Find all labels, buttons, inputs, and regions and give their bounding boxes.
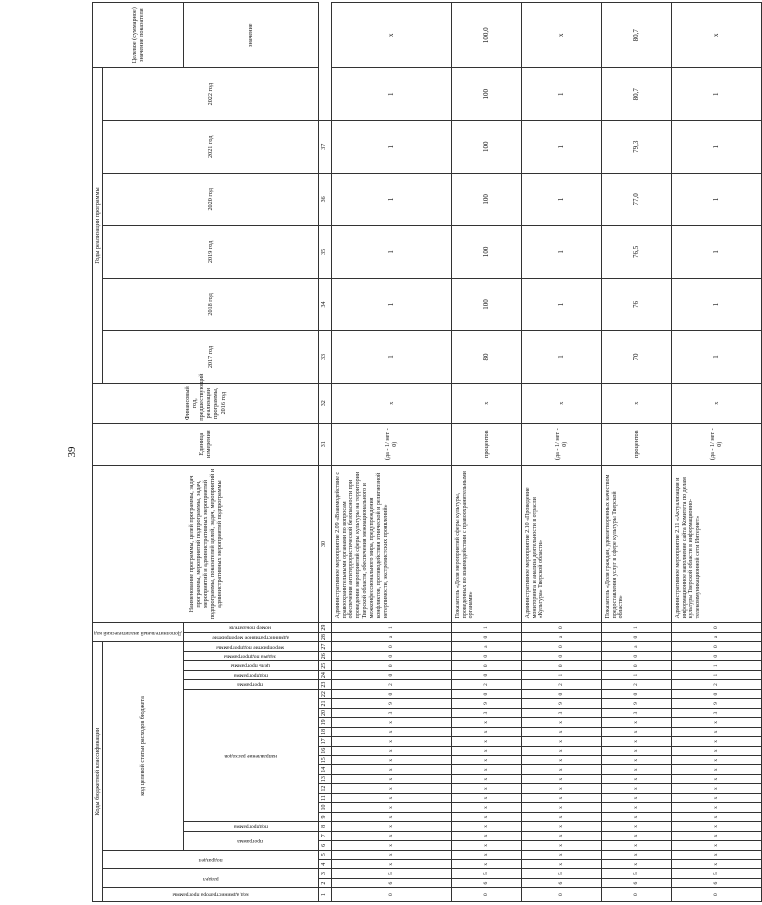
year-value-cell: 1 bbox=[671, 278, 761, 331]
unit-cell: (да - 1/ нет - 0) bbox=[521, 423, 601, 465]
code-cell: 1 bbox=[601, 670, 671, 679]
code-cell: х bbox=[601, 803, 671, 812]
year-value-cell: 1 bbox=[671, 121, 761, 174]
pokazatel-header: номер показателя bbox=[183, 623, 318, 632]
code-cell: 2 bbox=[521, 680, 601, 689]
code-cell: х bbox=[601, 822, 671, 831]
code-cell: х bbox=[451, 746, 521, 755]
code-cell: х bbox=[331, 765, 451, 774]
code-cell: 1 bbox=[601, 623, 671, 632]
column-number: 22 bbox=[318, 689, 331, 698]
year-value-cell: 76,5 bbox=[601, 226, 671, 279]
code-cell: х bbox=[601, 718, 671, 727]
code-cell: х bbox=[601, 746, 671, 755]
code-admin-header: код администратора программы bbox=[103, 888, 319, 902]
year-value-cell: 1 bbox=[521, 68, 601, 121]
year-2017-header: 2017 год bbox=[103, 331, 319, 384]
code-cell: х bbox=[451, 803, 521, 812]
year-value-cell: 100 bbox=[451, 278, 521, 331]
column-number: 10 bbox=[318, 803, 331, 812]
rotated-table-container bbox=[92, 2, 724, 902]
code-cell: х bbox=[671, 812, 761, 821]
column-number: 18 bbox=[318, 727, 331, 736]
code-cell: 0 bbox=[451, 689, 521, 698]
year-value-cell: 100 bbox=[451, 226, 521, 279]
code-cell: х bbox=[521, 727, 601, 736]
target-value-cell: 100,0 bbox=[451, 3, 521, 68]
code-cell: х bbox=[601, 850, 671, 859]
code-cell: х bbox=[601, 737, 671, 746]
column-number: 3 bbox=[318, 869, 331, 878]
code-cell: х bbox=[521, 803, 601, 812]
code-cell: 0 bbox=[521, 661, 601, 670]
code-cell: х bbox=[451, 784, 521, 793]
year-value-cell: 1 bbox=[521, 121, 601, 174]
column-number: 23 bbox=[318, 680, 331, 689]
code-cell: х bbox=[521, 841, 601, 850]
code-cell: 5 bbox=[671, 869, 761, 878]
fin-year-cell: х bbox=[671, 383, 761, 423]
code-cell: 0 bbox=[601, 661, 671, 670]
fin-year-cell: х bbox=[331, 383, 451, 423]
code-cell: 3 bbox=[601, 708, 671, 717]
code-cell: х bbox=[671, 822, 761, 831]
year-value-cell: 1 bbox=[331, 121, 451, 174]
code-cell: х bbox=[451, 841, 521, 850]
code-cell: 0 bbox=[451, 652, 521, 661]
code-cell: х bbox=[521, 793, 601, 802]
year-value-cell: 100 bbox=[451, 121, 521, 174]
code-cell: 3 bbox=[451, 708, 521, 717]
code-cell: а bbox=[521, 632, 601, 641]
code-cell: 5 bbox=[521, 869, 601, 878]
unit-cell: (да - 1/ нет - 0) bbox=[671, 423, 761, 465]
code-cell: х bbox=[331, 850, 451, 859]
code-cell: х bbox=[331, 822, 451, 831]
column-number: 31 bbox=[318, 423, 331, 465]
code-cell: 5 bbox=[331, 869, 451, 878]
column-number: 16 bbox=[318, 746, 331, 755]
code-cell: 1 bbox=[671, 661, 761, 670]
code-cell: х bbox=[601, 765, 671, 774]
code-cell: 0 bbox=[671, 652, 761, 661]
column-number: 27 bbox=[318, 642, 331, 652]
code-cell: 0 bbox=[451, 670, 521, 679]
podrazdel-header: подраздел bbox=[103, 850, 319, 869]
table-row bbox=[601, 3, 671, 902]
code-cell: х bbox=[601, 756, 671, 765]
column-number: 6 bbox=[318, 841, 331, 850]
year-2018-header: 2018 год bbox=[103, 278, 319, 331]
code-cell: х bbox=[671, 718, 761, 727]
year-value-cell: 1 bbox=[331, 331, 451, 384]
code-cell: х bbox=[521, 859, 601, 868]
code-cell: х bbox=[521, 756, 601, 765]
code-cell: х bbox=[601, 784, 671, 793]
years-group-header: Годы реализации программы bbox=[93, 68, 103, 383]
budget-classification-header: Коды бюджетной классификации bbox=[93, 642, 103, 902]
column-number-row bbox=[318, 3, 331, 902]
page-number: 39 bbox=[66, 446, 78, 458]
code-cell: 2 bbox=[331, 680, 451, 689]
code-cell: 0 bbox=[331, 689, 451, 698]
code-cell: х bbox=[671, 756, 761, 765]
column-number: 2 bbox=[318, 878, 331, 887]
column-number: 7 bbox=[318, 831, 331, 840]
code-cell: х bbox=[671, 774, 761, 783]
code-cell: х bbox=[521, 831, 601, 840]
code-cell: х bbox=[601, 774, 671, 783]
code-cell: х bbox=[521, 774, 601, 783]
column-number: 35 bbox=[318, 226, 331, 279]
year-value-cell: 1 bbox=[671, 173, 761, 226]
programma2-header: программа bbox=[183, 680, 318, 689]
code-cell: х bbox=[331, 727, 451, 736]
column-number: 19 bbox=[318, 718, 331, 727]
table-row bbox=[671, 3, 761, 902]
code-cell: х bbox=[331, 803, 451, 812]
description-cell: Показатель «Доля мероприятий сферы культуры, проведенных во взаимодействии с правоохранительными органами» bbox=[451, 465, 521, 623]
code-cell: х bbox=[671, 859, 761, 868]
name-column-header: Наименование программы, целей программы, задач программы, мероприятий подпрограммы, задач, мероприятий и административных мероприятий подпрограммы, показателей целей, задач, мероприятий и административных мероприятий подпрограммы bbox=[93, 465, 319, 623]
code-cell: а bbox=[671, 632, 761, 641]
additional-code-header: Дополнительный аналитический код bbox=[93, 623, 184, 642]
column-number: 8 bbox=[318, 822, 331, 831]
code-cell: 0 bbox=[521, 623, 601, 632]
zadacha-header: задача подпрограммы bbox=[183, 652, 318, 661]
program-table bbox=[92, 2, 762, 902]
column-number: 20 bbox=[318, 708, 331, 717]
code-cell: х bbox=[601, 859, 671, 868]
code-cell: 0 bbox=[601, 689, 671, 698]
code-cell: 0 bbox=[451, 888, 521, 902]
year-value-cell: 100 bbox=[451, 68, 521, 121]
year-value-cell: 1 bbox=[671, 68, 761, 121]
column-number: 28 bbox=[318, 632, 331, 641]
programma-header: программа bbox=[183, 831, 318, 850]
code-cell: х bbox=[671, 850, 761, 859]
code-cell: х bbox=[451, 831, 521, 840]
code-cell: 6 bbox=[671, 878, 761, 887]
code-cell: 0 bbox=[601, 632, 671, 641]
code-cell: х bbox=[521, 784, 601, 793]
cel-header: цель программы bbox=[183, 661, 318, 670]
code-cell: х bbox=[521, 765, 601, 774]
znachenie-header: значение bbox=[183, 3, 318, 68]
code-cell: 1 bbox=[331, 623, 451, 632]
code-cell: х bbox=[601, 812, 671, 821]
code-cell: 0 bbox=[671, 888, 761, 902]
year-value-cell: 1 bbox=[331, 173, 451, 226]
code-cell: х bbox=[521, 718, 601, 727]
code-cell: х bbox=[671, 841, 761, 850]
code-cell: х bbox=[601, 841, 671, 850]
code-cell: х bbox=[331, 718, 451, 727]
meropr-header: мероприятие подпрограммы bbox=[183, 642, 318, 652]
unit-column-header: Единица измерения bbox=[93, 423, 319, 465]
code-cell: х bbox=[331, 784, 451, 793]
target-value-header: Целевое (суммарное) значение показателя bbox=[93, 3, 184, 68]
year-2019-header: 2019 год bbox=[103, 226, 319, 279]
code-cell: х bbox=[671, 831, 761, 840]
code-cell: х bbox=[451, 737, 521, 746]
code-cell: 0 bbox=[331, 642, 451, 652]
column-number: 25 bbox=[318, 661, 331, 670]
unit-cell: процентов bbox=[601, 423, 671, 465]
code-cell: 6 bbox=[331, 878, 451, 887]
code-cell: 0 bbox=[601, 888, 671, 902]
code-cell: 6 bbox=[521, 878, 601, 887]
table-row bbox=[331, 3, 451, 902]
description-cell: Административное мероприятие 2.09 «Взаимодействие с правоохранительными органами по вопросам обеспечения антитеррористической безопасности при проведении мероприятий сферы культуры на территории Тверской области, обеспечения межнационального и межконфессионального мира, предупреждения конфликтов, противодействия этнической и религиозной нетерпимости, экстремистских проявлений» bbox=[331, 465, 451, 623]
code-cell: 0 bbox=[331, 888, 451, 902]
code-cell: х bbox=[331, 859, 451, 868]
column-number: 15 bbox=[318, 756, 331, 765]
column-number: 26 bbox=[318, 652, 331, 661]
year-value-cell: 77,0 bbox=[601, 173, 671, 226]
code-cell: 0 bbox=[671, 642, 761, 652]
code-cell: х bbox=[671, 746, 761, 755]
code-cell: х bbox=[671, 765, 761, 774]
code-cell: х bbox=[601, 793, 671, 802]
code-cell: 0 bbox=[521, 642, 601, 652]
target-value-cell: 80,7 bbox=[601, 3, 671, 68]
target-value-cell: х bbox=[331, 3, 451, 68]
column-number: 14 bbox=[318, 765, 331, 774]
razdel-header: раздел bbox=[103, 869, 319, 888]
admin-header: административное мероприятие bbox=[183, 632, 318, 641]
code-cell: х bbox=[331, 774, 451, 783]
code-cell: 3 bbox=[521, 708, 601, 717]
column-number: 29 bbox=[318, 623, 331, 632]
table-row bbox=[451, 3, 521, 902]
fin-year-header: Финансовый год, предшествующий реализации программы, 2016 год bbox=[93, 383, 319, 423]
code-cell: 6 bbox=[451, 878, 521, 887]
code-cell: 0 bbox=[331, 670, 451, 679]
code-cell: 5 bbox=[451, 869, 521, 878]
target-value-cell: х bbox=[521, 3, 601, 68]
column-number: 5 bbox=[318, 850, 331, 859]
code-cell: х bbox=[521, 746, 601, 755]
code-cell: х bbox=[451, 822, 521, 831]
column-number: 11 bbox=[318, 793, 331, 802]
code-cell: 2 bbox=[601, 680, 671, 689]
description-cell: Административное мероприятие 2.10 «Проведение мониторинга и анализа деятельности в отрасли «Культура» Тверской области» bbox=[521, 465, 601, 623]
code-cell: х bbox=[671, 784, 761, 793]
column-number: 36 bbox=[318, 173, 331, 226]
year-value-cell: 1 bbox=[671, 331, 761, 384]
code-cell: х bbox=[451, 727, 521, 736]
code-cell: х bbox=[521, 850, 601, 859]
code-cell: 2 bbox=[451, 680, 521, 689]
year-value-cell: 1 bbox=[521, 278, 601, 331]
code-cell: 9 bbox=[671, 699, 761, 708]
year-value-cell: 1 bbox=[331, 226, 451, 279]
podprogramma2-header: подпрограмма bbox=[183, 670, 318, 679]
year-value-cell: 1 bbox=[521, 226, 601, 279]
code-cell: х bbox=[671, 793, 761, 802]
code-cell: 1 bbox=[671, 670, 761, 679]
code-cell: 6 bbox=[601, 878, 671, 887]
code-cell: х bbox=[331, 793, 451, 802]
code-cell: 0 bbox=[671, 689, 761, 698]
year-value-cell: 1 bbox=[521, 173, 601, 226]
code-cell: х bbox=[671, 737, 761, 746]
column-number: 21 bbox=[318, 699, 331, 708]
unit-cell: процентов bbox=[451, 423, 521, 465]
code-cell: 0 bbox=[521, 689, 601, 698]
code-cell: х bbox=[331, 831, 451, 840]
fin-year-cell: х bbox=[451, 383, 521, 423]
code-cell: х bbox=[331, 812, 451, 821]
column-number: 1 bbox=[318, 888, 331, 902]
code-cell: 9 bbox=[331, 699, 451, 708]
code-cell: х bbox=[521, 822, 601, 831]
column-number: 32 bbox=[318, 383, 331, 423]
code-cell: х bbox=[451, 756, 521, 765]
code-cell: х bbox=[451, 812, 521, 821]
year-value-cell: 76 bbox=[601, 278, 671, 331]
code-cell: 3 bbox=[671, 708, 761, 717]
code-cell: 0 bbox=[521, 652, 601, 661]
podprogramma-header: подпрограмма bbox=[183, 822, 318, 831]
code-cell: х bbox=[331, 841, 451, 850]
code-cell: 0 bbox=[331, 652, 451, 661]
code-cell: х bbox=[451, 850, 521, 859]
code-cell: х bbox=[451, 718, 521, 727]
code-cell: х bbox=[451, 774, 521, 783]
column-number: 12 bbox=[318, 784, 331, 793]
code-cell: 0 bbox=[451, 632, 521, 641]
code-cell: 0 bbox=[331, 661, 451, 670]
code-cell: 9 bbox=[601, 699, 671, 708]
code-cell: х bbox=[331, 746, 451, 755]
code-cell: х bbox=[671, 727, 761, 736]
code-cell: х bbox=[451, 859, 521, 868]
year-value-cell: 80 bbox=[451, 331, 521, 384]
column-number: 17 bbox=[318, 737, 331, 746]
description-cell: Административное мероприятие 2.11 «Актуализация и информационное наполнение сайта Комитета по делам культуры Тверской области в информационно-телекоммуникационной сети Интернет» bbox=[671, 465, 761, 623]
code-cell: 2 bbox=[671, 680, 761, 689]
target-article-header: код целевой статьи расходов бюджета bbox=[103, 642, 184, 850]
year-value-cell: 79,3 bbox=[601, 121, 671, 174]
column-number: 13 bbox=[318, 774, 331, 783]
column-number: 34 bbox=[318, 278, 331, 331]
code-cell: х bbox=[451, 765, 521, 774]
description-cell: Показатель «Доля граждан, удовлетворенных качеством предоставления услуг в сфере культуры Тверской области» bbox=[601, 465, 671, 623]
code-cell: х bbox=[521, 737, 601, 746]
unit-cell: (да - 1/ нет - 0) bbox=[331, 423, 451, 465]
code-cell: х bbox=[671, 803, 761, 812]
year-value-cell: 1 bbox=[671, 226, 761, 279]
column-number: 37 bbox=[318, 121, 331, 174]
year-2021-header: 2021 год bbox=[103, 121, 319, 174]
code-cell: 1 bbox=[451, 623, 521, 632]
year-value-cell: 80,7 bbox=[601, 68, 671, 121]
code-cell: х bbox=[521, 812, 601, 821]
header-row-1 bbox=[93, 3, 103, 902]
code-cell: 0 bbox=[671, 623, 761, 632]
column-number: 24 bbox=[318, 670, 331, 679]
code-cell: 9 bbox=[521, 699, 601, 708]
table-row bbox=[521, 3, 601, 902]
code-cell: а bbox=[601, 642, 671, 652]
code-cell: х bbox=[601, 831, 671, 840]
code-cell: 0 bbox=[521, 888, 601, 902]
year-value-cell: 1 bbox=[521, 331, 601, 384]
code-cell: 5 bbox=[601, 869, 671, 878]
code-cell: 1 bbox=[521, 670, 601, 679]
column-number: 30 bbox=[318, 465, 331, 623]
column-number: 4 bbox=[318, 859, 331, 868]
code-cell: а bbox=[451, 642, 521, 652]
code-cell: 0 bbox=[451, 661, 521, 670]
year-value-cell: 70 bbox=[601, 331, 671, 384]
year-2020-header: 2020 год bbox=[103, 173, 319, 226]
year-value-cell: 1 bbox=[331, 278, 451, 331]
code-cell: х bbox=[601, 727, 671, 736]
code-cell: х bbox=[331, 756, 451, 765]
code-cell: 9 bbox=[451, 699, 521, 708]
fin-year-cell: х bbox=[521, 383, 601, 423]
code-cell: а bbox=[331, 632, 451, 641]
column-number: 9 bbox=[318, 812, 331, 821]
document-sheet bbox=[92, 0, 724, 905]
code-cell: х bbox=[451, 793, 521, 802]
year-value-cell: 100 bbox=[451, 173, 521, 226]
napravlenie-header: направление расходов bbox=[183, 689, 318, 821]
year-2022-header: 2022 год bbox=[103, 68, 319, 121]
code-cell: х bbox=[331, 737, 451, 746]
fin-year-cell: х bbox=[601, 383, 671, 423]
column-number: 33 bbox=[318, 331, 331, 384]
year-value-cell: 1 bbox=[331, 68, 451, 121]
target-value-cell: х bbox=[671, 3, 761, 68]
code-cell: 3 bbox=[331, 708, 451, 717]
code-cell: 0 bbox=[601, 652, 671, 661]
